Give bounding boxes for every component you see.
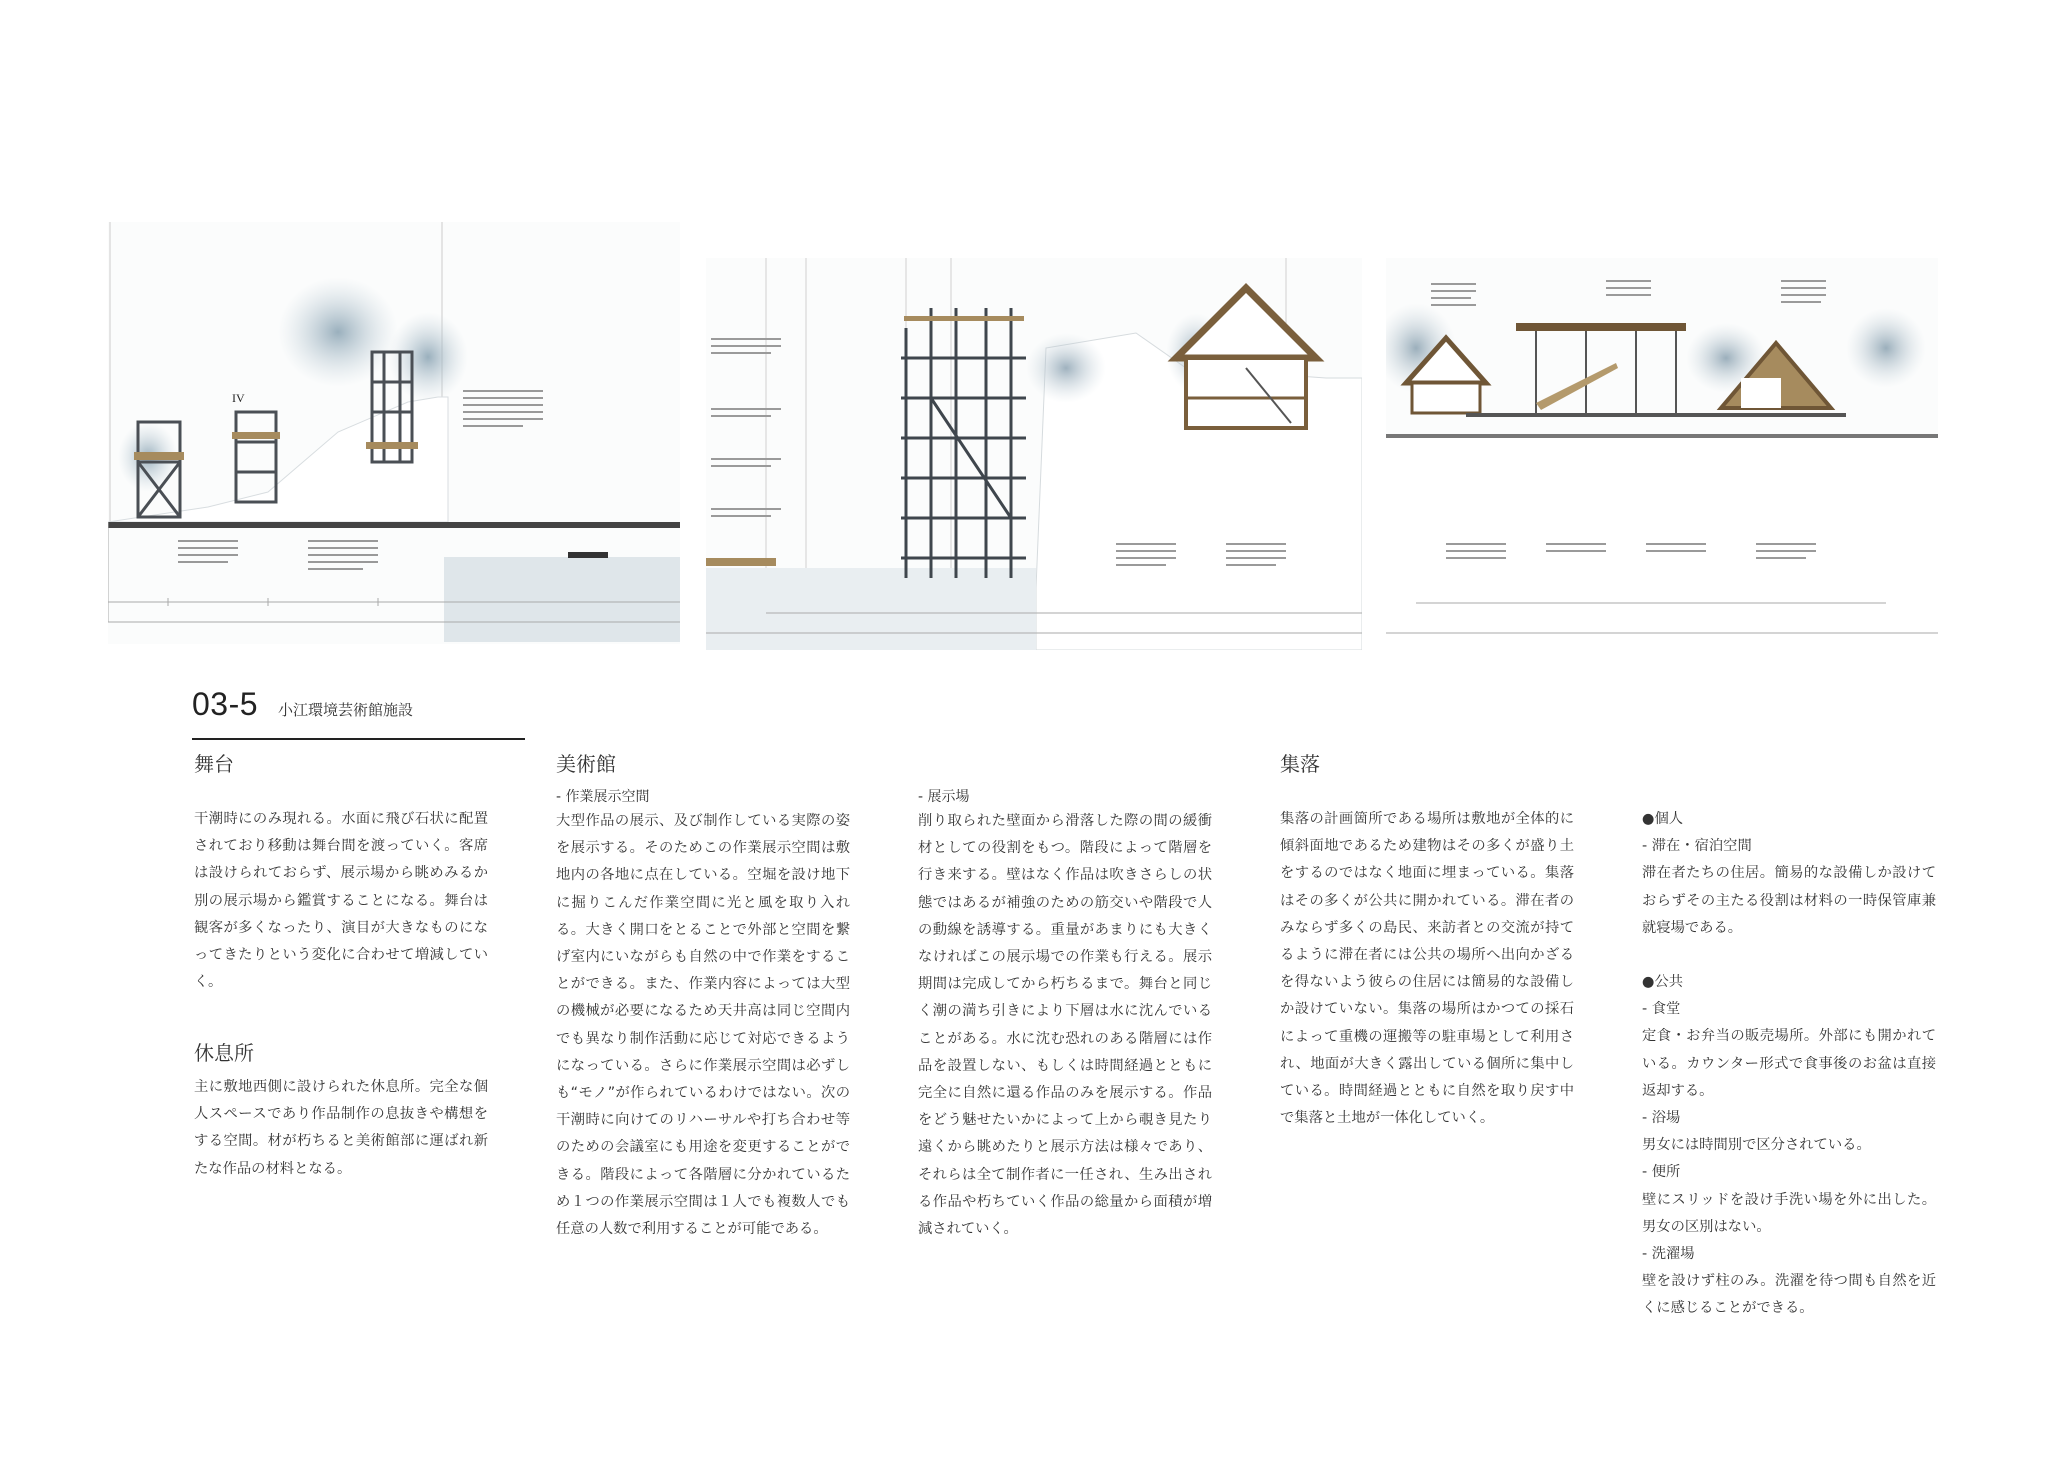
subheading-toilet: - 便所 <box>1642 1164 1681 1181</box>
subheading-workshop: - 作業展示空間 <box>556 789 650 805</box>
section-title: 小江環境芸術館施設 <box>278 701 414 719</box>
stage-section-svg <box>108 222 680 644</box>
text-exhibition: 削り取られた壁面から滑落した際の間の緩衝材としての役割をもつ。階段によって階層を行き来する。壁はなく作品は吹きさらしの状態ではあるが補強のための筋交いや階段で人の動線を誘導する。重量があまりにも大きくなければこの展示場での作業も行える。展示期間は完成してから朽ちるまで。舞台と同じく潮の満ち引きにより下層は水に沈んでいることがある。水に沈む恐れのある階層には作品を設置しない、もしくは時間経過とともに完全に自然に還る作品のみを展示する。作品をどう魅せたいかによって上から覗き見たり遠くから眺めたりと展示方法は様々であり、それらは全て制作者に一任され、生み出される作品や朽ちていく作品の総量から面積が増減されていく。 <box>918 813 1212 1238</box>
workshop-house <box>1176 288 1316 428</box>
heading-stage: 舞台 <box>194 752 234 776</box>
subheading-stay: - 滞在・宿泊空間 <box>1642 838 1752 855</box>
foliage <box>278 277 398 387</box>
village-section-svg <box>1386 258 1938 664</box>
facilities-list <box>1642 806 1936 1323</box>
text-rest-area: 主に敷地西側に設けられた休息所。完全な個人スペースであり作品制作の息抜きや構想をする空間。材が朽ちると美術館部に運ばれ新たな作品の材料となる。 <box>194 1079 488 1177</box>
heading-museum: 美術館 <box>556 752 616 776</box>
section-header <box>192 686 525 740</box>
text-canteen: 定食・お弁当の販売場所。外部にも開かれている。カウンター形式で食事後のお盆は直接返却する。 <box>1642 1028 1936 1099</box>
section-number: 03-5 <box>192 686 259 722</box>
text-stay: 滞在者たちの住居。簡易的な設備しか設けておらずその主たる役割は材料の一時保管庫兼就寝場である。 <box>1642 865 1936 936</box>
subheading-bath: - 浴場 <box>1642 1110 1681 1127</box>
subheading-laundry: - 洗濯場 <box>1642 1246 1695 1263</box>
text-workshop: 大型作品の展示、及び制作している実際の姿を展示する。そのためこの作業展示空間は敷地内の各地に点在している。空堀を設け地下に掘りこんだ作業空間に光と風を取り入れる。大きく開口をとることで外部と空間を繋げ室内にいながらも自然の中で作業をすることができる。また、作業内容によっては大型の機械が必要になるため天井高は同じ空間内でも異なり制作活動に応じて対応できるようになっている。さらに作業展示空間は必ずしも“モノ”が作られているわけではない。次の干潮時に向けてのリハーサルや打ち合わせ等のための会議室にも用途を変更することができる。階段によって各階層に分かれているため１つの作業展示空間は１人でも複数人でも任意の人数で利用することが可能である。 <box>556 813 850 1238</box>
subheading-canteen: - 食堂 <box>1642 1001 1681 1018</box>
museum-section-svg <box>706 258 1362 650</box>
heading-village: 集落 <box>1280 752 1320 776</box>
bullet-private: ●個人 <box>1642 811 1684 827</box>
text-stage: 干潮時にのみ現れる。水面に飛び石状に配置されており移動は舞台間を渡っていく。客席は設けられておらず、展示場から眺めみるか別の展示場から鑑賞することになる。舞台は観客が多くなったり、演目が大きなものになってきたりという変化に合わせて増減していく。 <box>194 811 488 991</box>
exhibition-scaffold <box>901 308 1026 578</box>
marker-iv: IV <box>232 391 245 405</box>
spacer <box>1642 942 1936 969</box>
section-drawing-stage <box>108 222 680 644</box>
text-bath: 男女には時間別で区分されている。 <box>1642 1137 1871 1154</box>
heading-rest-area: 休息所 <box>194 1041 254 1065</box>
section-drawing-museum <box>706 258 1362 650</box>
text-laundry: 壁を設けず柱のみ。洗濯を待つ間も自然を近くに感じることができる。 <box>1642 1273 1936 1317</box>
bullet-public: ●公共 <box>1642 974 1684 991</box>
section-drawing-village <box>1386 258 1938 664</box>
text-village: 集落の計画箇所である場所は敷地が全体的に傾斜面地であるため建物はその多くが盛り土をするのではなく地面に埋まっている。集落はその多くが公共に開かれている。滞在者のみならず多くの島民、来訪者との交流が持てるように滞在者には公共の場所へ出向かざるを得ないよう彼らの住居には簡易的な設備しか設けていない。集落の場所はかつての採石によって重機の運搬等の駐車場として利用され、地面が大きく露出している個所に集中している。時間経過とともに自然を取り戻す中で集落と土地が一体化していく。 <box>1280 811 1574 1127</box>
canteen-pergola <box>1516 323 1686 413</box>
text-toilet: 壁にスリッドを設け手洗い場を外に出した。男女の区別はない。 <box>1642 1191 1936 1235</box>
subheading-exhibition: - 展示場 <box>918 789 970 805</box>
